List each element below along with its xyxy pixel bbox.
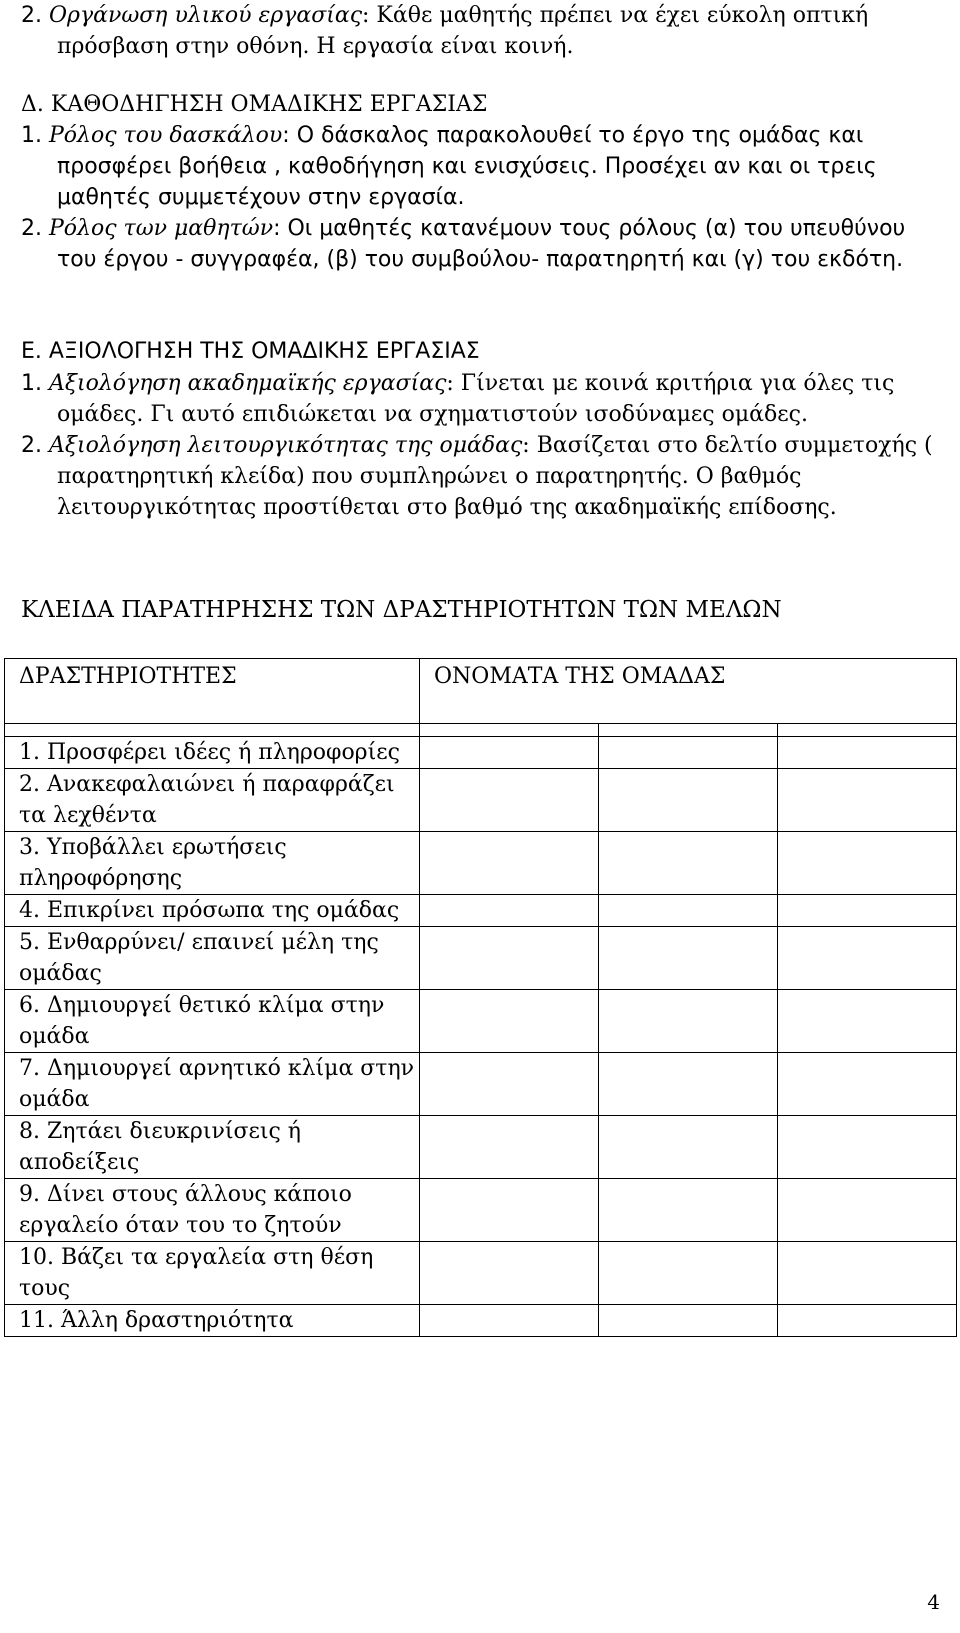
table-row: [5, 927, 957, 990]
member-cell[interactable]: [598, 737, 777, 769]
member-cell[interactable]: [420, 1179, 599, 1242]
item-number: 1.: [21, 371, 49, 396]
item-number: 1.: [21, 123, 49, 148]
table-spacer-row: [5, 724, 957, 737]
names-column-header: ΟΝΟΜΑΤΑ ΤΗΣ ΟΜΑΔΑΣ: [420, 659, 957, 724]
item-text: : Βασίζεται στο δελτίο συμμετοχής ( παρατηρητική κλείδα) που συμπληρώνει ο παρατηρητής. Ο βαθμός λειτουργικότητας προστίθεται στο βαθμό της ακαδημαϊκής επίδοσης.: [57, 433, 933, 520]
member-cell[interactable]: [777, 1053, 956, 1116]
table-row: [5, 832, 957, 895]
item-label: Αξιολόγηση λειτουργικότητας της ομάδας: [48, 433, 523, 458]
item-label: Αξιολόγηση ακαδημαϊκής εργασίας: [48, 371, 447, 396]
page-number: 4: [927, 1590, 940, 1614]
member-cell[interactable]: [598, 1053, 777, 1116]
member-cell[interactable]: [598, 927, 777, 990]
activity-cell: 10. Βάζει τα εργαλεία στη θέση τους: [5, 1242, 420, 1305]
member-cell[interactable]: [777, 1179, 956, 1242]
member-cell[interactable]: [420, 990, 599, 1053]
item-number: 2.: [21, 216, 49, 241]
member-cell[interactable]: [420, 895, 599, 927]
observation-table-body: [5, 724, 957, 1337]
table-row: [5, 1179, 957, 1242]
table-row: [5, 990, 957, 1053]
member-cell[interactable]: [777, 832, 956, 895]
member-cell[interactable]: [777, 769, 956, 832]
table-row: [5, 1305, 957, 1337]
item-text: : Οι μαθητές κατανέμουν τους ρόλους (α) του υπευθύνου του έργου - συγγραφέα, (β) του συμβούλου- παρατηρητή και (γ) του εκδότη.: [57, 216, 906, 272]
item-number: 2.: [21, 433, 49, 458]
activity-cell: [5, 724, 420, 737]
activity-cell: 6. Δημιουργεί θετικό κλίμα στην ομάδα: [5, 990, 420, 1053]
teacher-role-paragraph: [21, 120, 951, 213]
table-row: [5, 737, 957, 769]
member-cell[interactable]: [777, 990, 956, 1053]
member-cell[interactable]: [420, 927, 599, 990]
group-assessment-paragraph: [21, 430, 951, 523]
organisation-paragraph: [21, 0, 951, 62]
activity-cell: 8. Ζητάει διευκρινίσεις ή αποδείξεις: [5, 1116, 420, 1179]
observation-key-title: ΚΛΕΙΔΑ ΠΑΡΑΤΗΡΗΣΗΣ ΤΩΝ ΔΡΑΣΤΗΡΙΟΤΗΤΩΝ ΤΩΝ ΜΕΛΩΝ: [21, 597, 782, 623]
member-cell[interactable]: [598, 1179, 777, 1242]
member-cell[interactable]: [598, 769, 777, 832]
member-cell[interactable]: [598, 1305, 777, 1337]
table-row: [5, 769, 957, 832]
member-cell[interactable]: [777, 1116, 956, 1179]
activity-cell: 2. Ανακεφαλαιώνει ή παραφράζει τα λεχθέντα: [5, 769, 420, 832]
member-cell[interactable]: [598, 1242, 777, 1305]
member-cell[interactable]: [420, 832, 599, 895]
item-label: Ρόλος του δασκάλου: [48, 123, 283, 148]
member-cell[interactable]: [777, 737, 956, 769]
activity-cell: 9. Δίνει στους άλλους κάποιο εργαλείο όταν του το ζητούν: [5, 1179, 420, 1242]
activity-cell: 1. Προσφέρει ιδέες ή πληροφορίες: [5, 737, 420, 769]
section-delta-heading: Δ. ΚΑΘΟΔΗΓΗΣΗ ΟΜΑΔΙΚΗΣ ΕΡΓΑΣΙΑΣ: [21, 92, 488, 117]
observation-table: [4, 658, 957, 1337]
table-row: [5, 1116, 957, 1179]
table-header-row: [5, 659, 957, 724]
member-cell[interactable]: [598, 1116, 777, 1179]
member-cell[interactable]: [420, 724, 599, 737]
item-label: Ρόλος των μαθητών: [48, 216, 274, 241]
member-cell[interactable]: [420, 737, 599, 769]
activity-cell: 11. Άλλη δραστηριότητα: [5, 1305, 420, 1337]
activities-column-header: ΔΡΑΣΤΗΡΙΟΤΗΤΕΣ: [5, 659, 420, 724]
member-cell[interactable]: [777, 895, 956, 927]
member-cell[interactable]: [420, 1116, 599, 1179]
member-cell[interactable]: [420, 1242, 599, 1305]
activity-cell: 7. Δημιουργεί αρνητικό κλίμα στην ομάδα: [5, 1053, 420, 1116]
member-cell[interactable]: [420, 1305, 599, 1337]
section-epsilon-heading: Ε. ΑΞΙΟΛΟΓΗΣΗ ΤΗΣ ΟΜΑΔΙΚΗΣ ΕΡΓΑΣΙΑΣ: [21, 339, 480, 364]
member-cell[interactable]: [598, 895, 777, 927]
activity-cell: 5. Ενθαρρύνει/ επαινεί μέλη της ομάδας: [5, 927, 420, 990]
member-cell[interactable]: [420, 769, 599, 832]
activity-cell: 3. Υποβάλλει ερωτήσεις πληροφόρησης: [5, 832, 420, 895]
item-number: 2.: [21, 3, 49, 28]
member-cell[interactable]: [777, 927, 956, 990]
member-cell[interactable]: [777, 1242, 956, 1305]
academic-assessment-paragraph: [21, 368, 951, 430]
activity-cell: 4. Επικρίνει πρόσωπα της ομάδας: [5, 895, 420, 927]
item-text: : Γίνεται με κοινά κριτήρια για όλες τις ομάδες. Γι αυτό επιδιώκεται να σχηματιστούν ισοδύναμες ομάδες.: [57, 371, 895, 427]
member-cell[interactable]: [598, 724, 777, 737]
table-row: [5, 1053, 957, 1116]
table-row: [5, 1242, 957, 1305]
item-text: : Κάθε μαθητής πρέπει να έχει εύκολη οπτική πρόσβαση στην οθόνη. Η εργασία είναι κοινή.: [57, 3, 869, 59]
students-role-paragraph: [21, 213, 951, 275]
item-label: Οργάνωση υλικού εργασίας: [48, 3, 363, 28]
member-cell[interactable]: [598, 832, 777, 895]
member-cell[interactable]: [777, 724, 956, 737]
member-cell[interactable]: [420, 1053, 599, 1116]
item-text: : Ο δάσκαλος παρακολουθεί το έργο της ομάδας και προσφέρει βοήθεια , καθοδήγηση και ενισχύσεις. Προσέχει αν και οι τρεις μαθητές συμμετέχουν στην εργασία.: [57, 123, 877, 210]
member-cell[interactable]: [598, 990, 777, 1053]
table-row: [5, 895, 957, 927]
member-cell[interactable]: [777, 1305, 956, 1337]
